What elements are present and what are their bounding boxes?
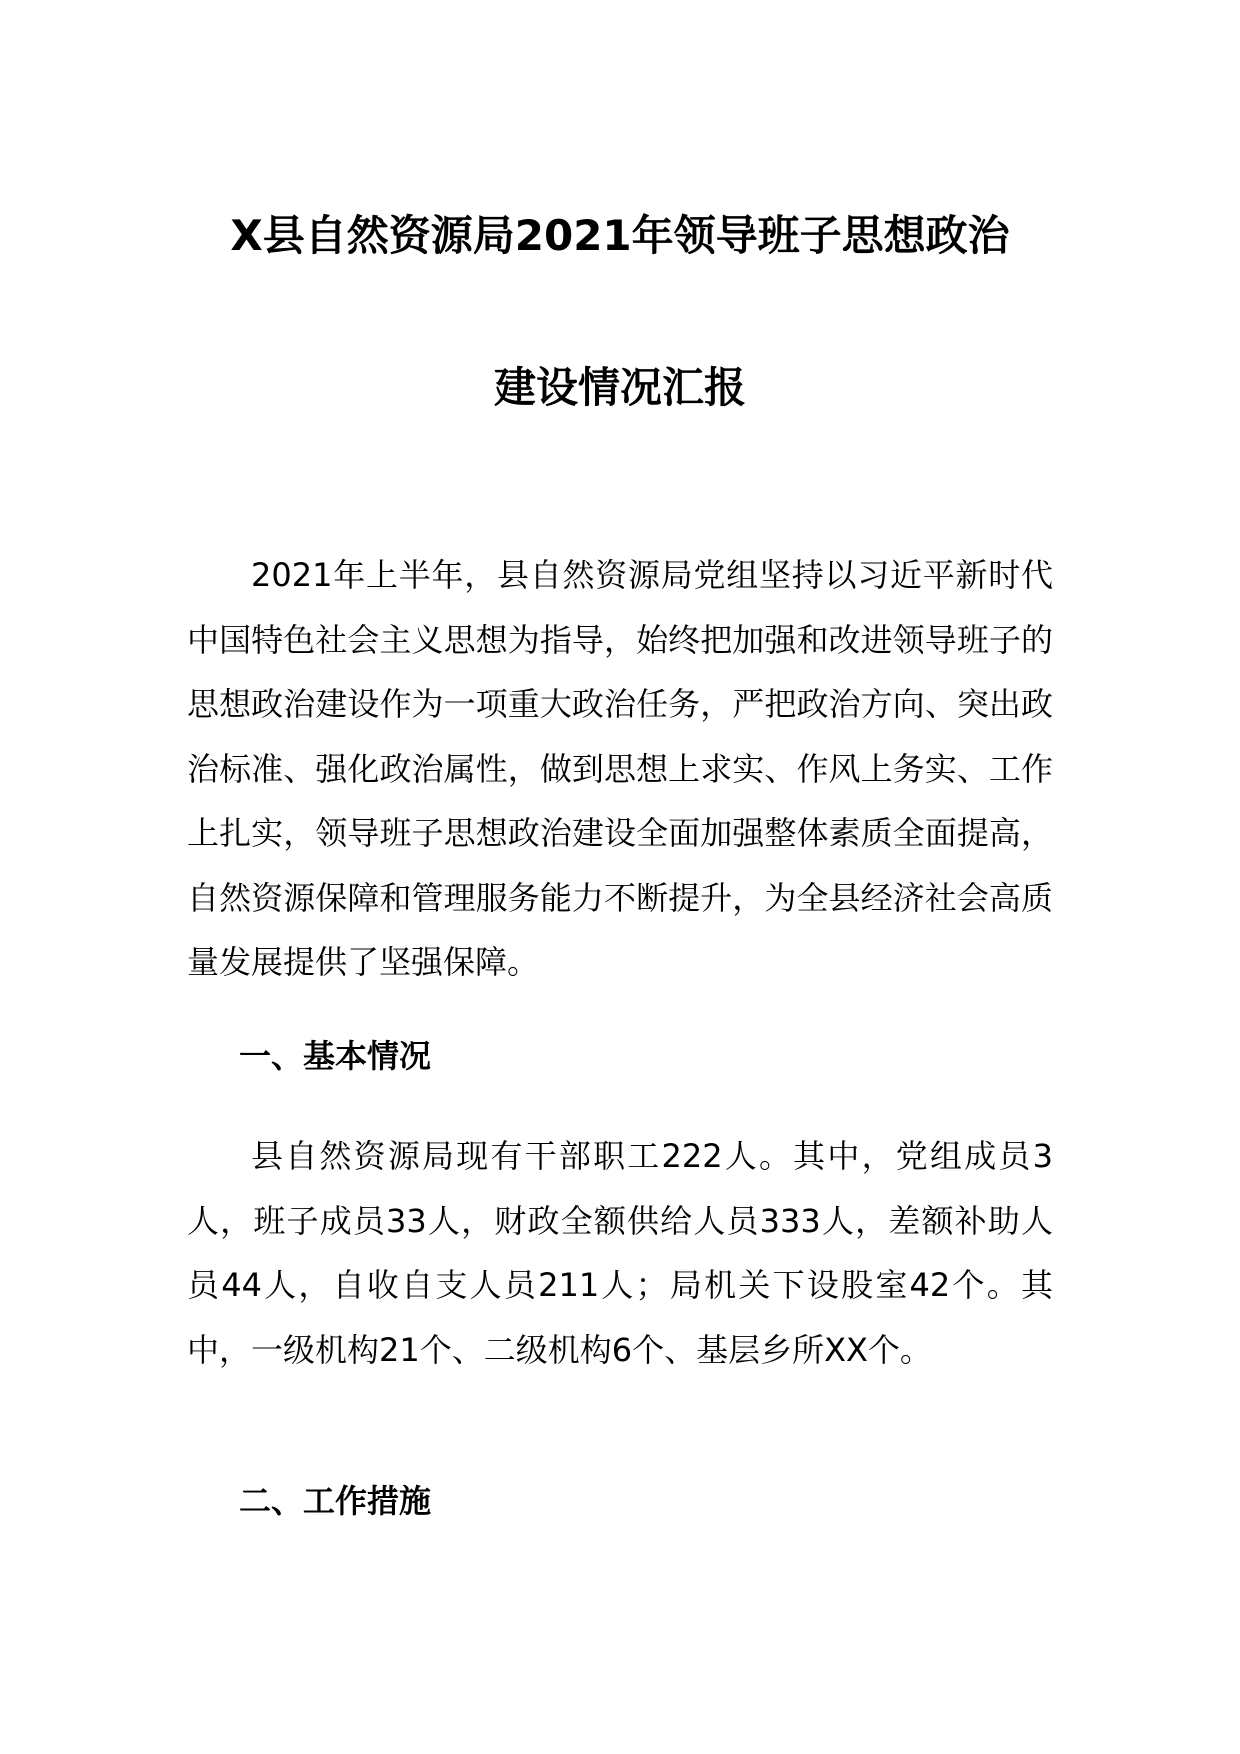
basic-info-paragraph: 县自然资源局现有干部职工222人。其中，党组成员3人，班子成员33人，财政全额供给人员333人，差额补助人员44人，自收自支人员211人；局机关下设股室42个。其中，一级机构21个、二级机构6个、基层乡所XX个。 <box>187 1137 1053 1369</box>
document-title-line-2: 建设情况汇报 <box>493 363 746 412</box>
document-title-line-1: X县自然资源局2021年领导班子思想政治 <box>230 211 1010 260</box>
intro-paragraph: 2021年上半年，县自然资源局党组坚持以习近平新时代中国特色社会主义思想为指导，始终把加强和改进领导班子的思想政治建设作为一项重大政治任务，严把政治方向、突出政治标准、强化政治属性，做到思想上求实、作风上务实、工作上扎实，领导班子思想政治建设全面加强整体素质全面提高，自然资源保障和管理服务能力不断提升，为全县经济社会高质量发展提供了坚强保障。 <box>187 556 1053 981</box>
section-heading-work-measures: 二、工作措施 <box>239 1482 432 1520</box>
section-heading-basic-info: 一、基本情况 <box>239 1037 432 1075</box>
